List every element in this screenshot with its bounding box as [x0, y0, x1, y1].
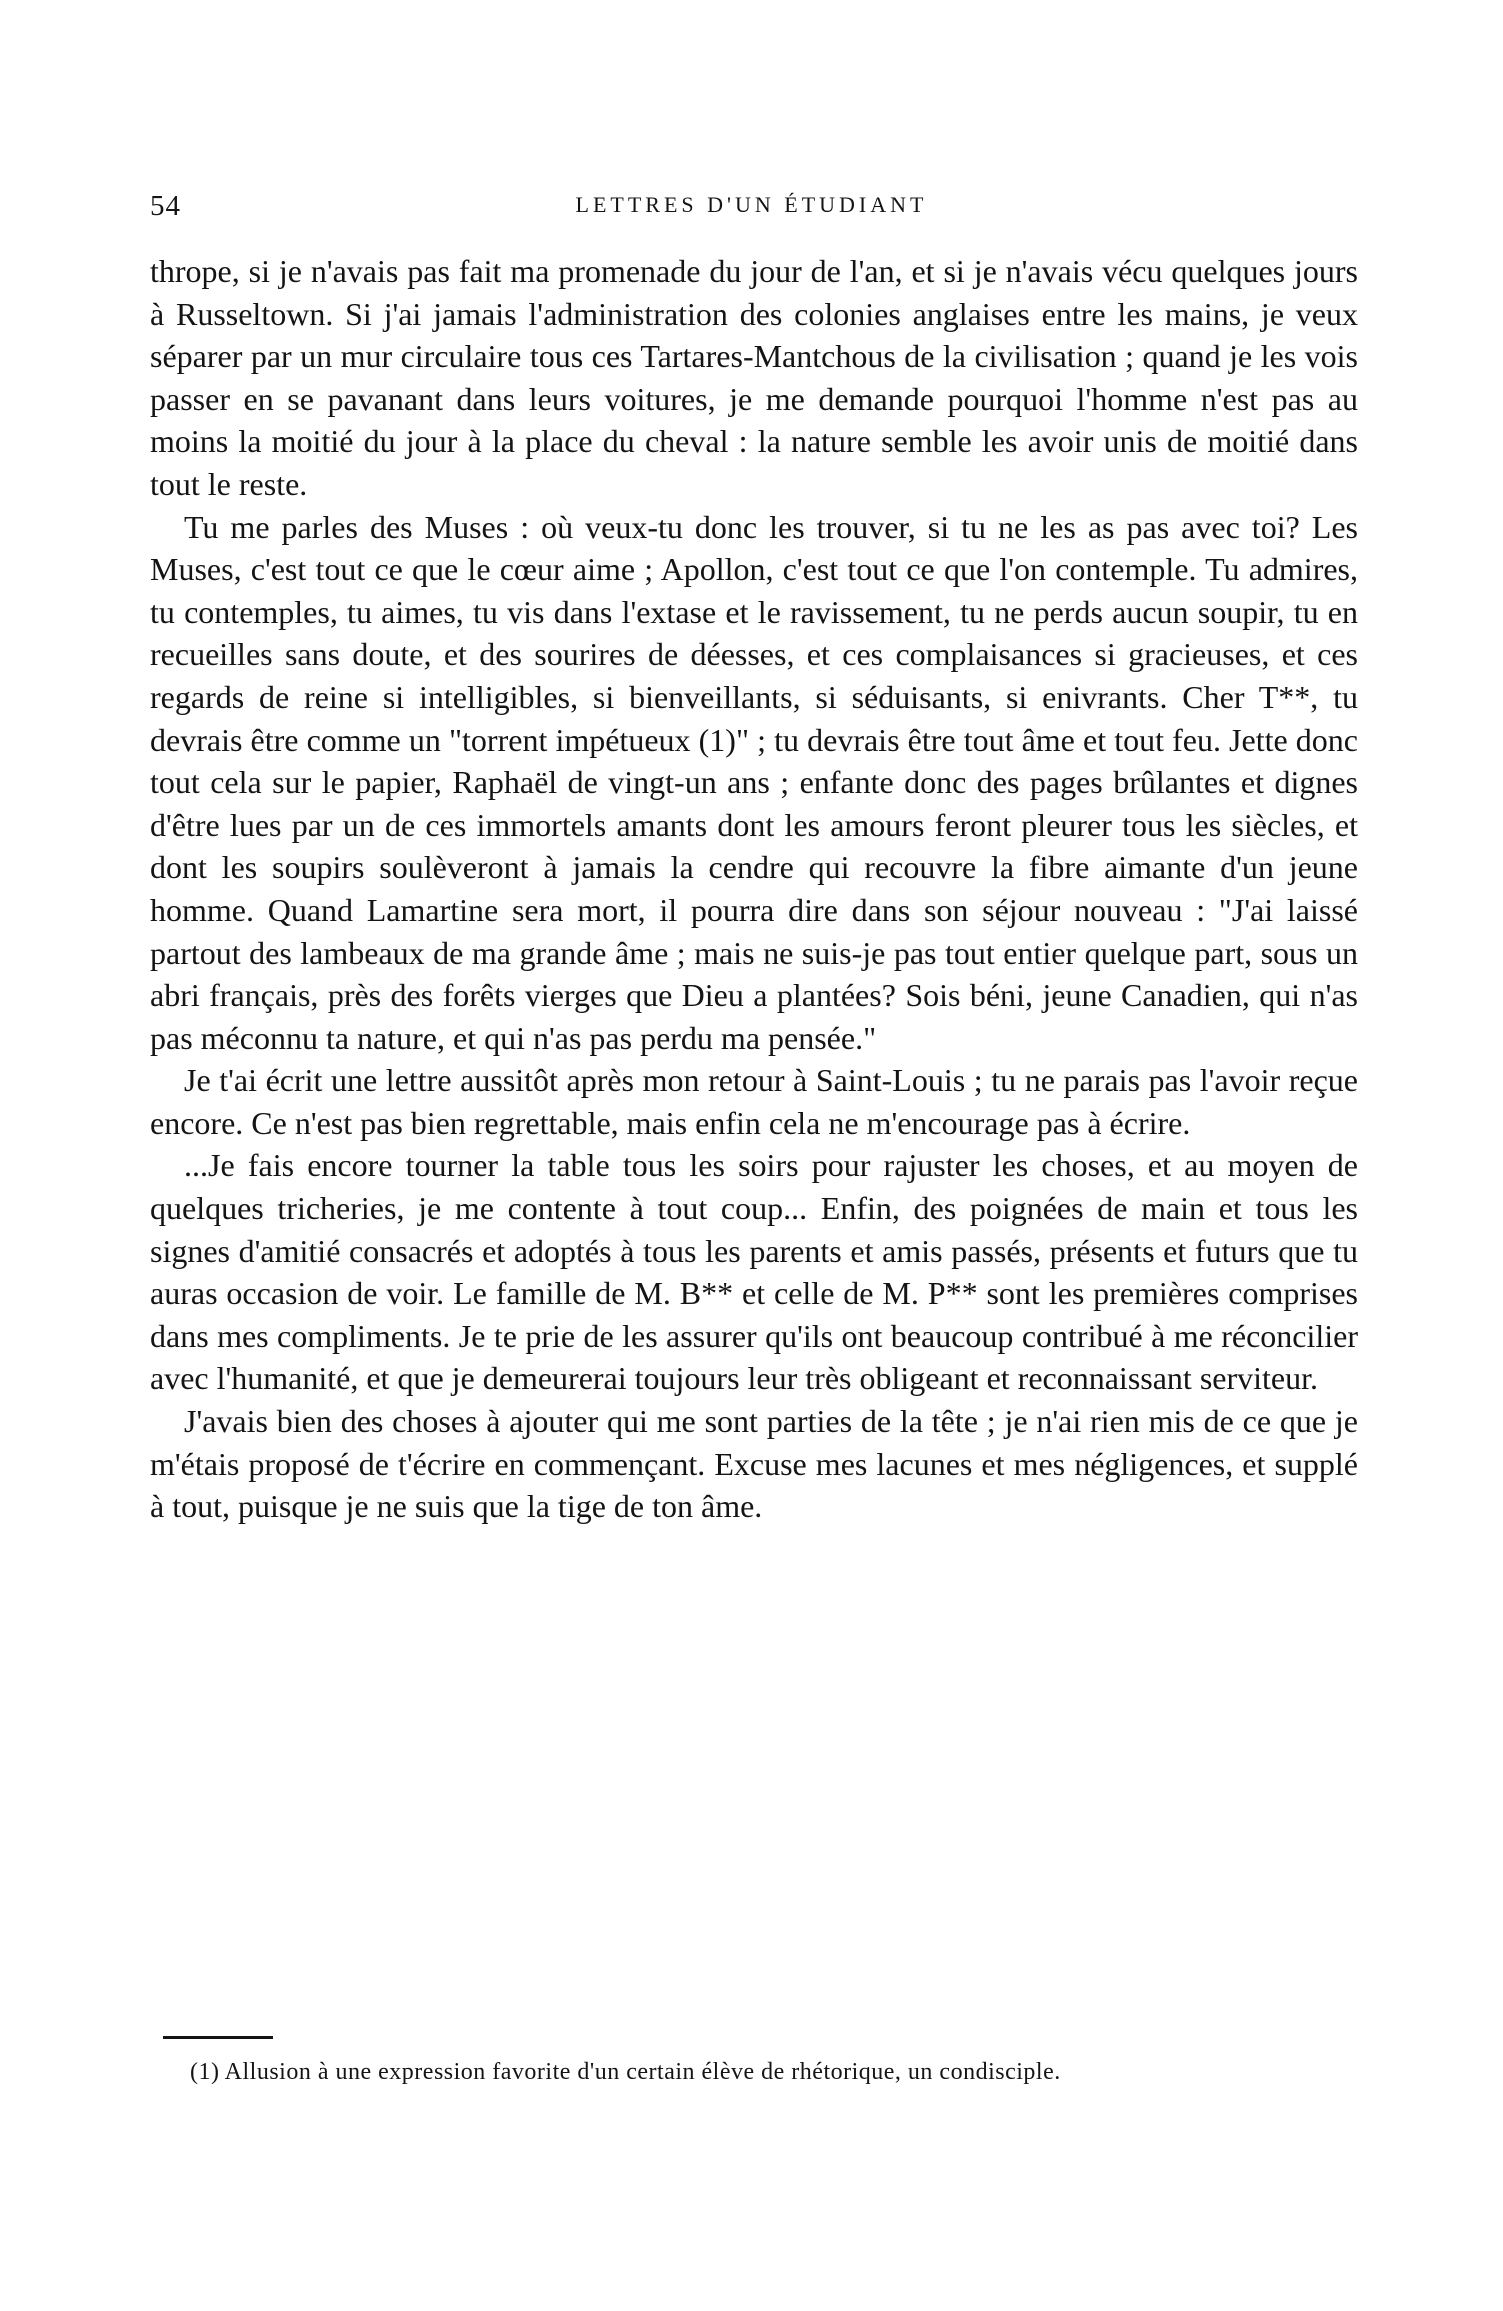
paragraph-1: thrope, si je n'avais pas fait ma promenade du jour de l'an, et si je n'avais vécu quelques jours à Russeltown. Si j'ai jamais l'administration des colonies anglaises entre les mains, je veux séparer par un mur circulaire tous ces Tartares-Mantchous de la civilisation ; quand je les vois passer en se pavanant dans leurs voitures, je me demande pourquoi l'homme n'est pas au moins la moitié du jour à la place du cheval : la nature semble les avoir unis de moitié dans tout le reste. — [150, 253, 1358, 502]
page-number: 54 — [150, 190, 181, 222]
paragraph-4: ...Je fais encore tourner la table tous les soirs pour rajuster les choses, et au moyen de quelques tricheries, je me contente à tout coup... Enfin, des poignées de main et tous les signes d'amitié consacrés et adoptés à tous les parents et amis passés, présents et futurs que tu auras occasion de voir. Le famille de M. B** et celle de M. P** sont les premières comprises dans mes compliments. Je te prie de les assurer qu'ils ont beaucoup contribué à me réconcilier avec l'humanité, et que je demeurerai toujours leur très obligeant et reconnaissant serviteur. — [150, 1147, 1358, 1397]
paragraph-2: Tu me parles des Muses : où veux-tu donc les trouver, si tu ne les as pas avec toi? Les Muses, c'est tout ce que le cœur aime ; Apollon, c'est tout ce que l'on contemple. Tu admires, tu contemples, tu aimes, tu vis dans l'extase et le ravissement, tu ne perds aucun soupir, tu en recueilles sans doute, et des sourires de déesses, et ces complaisances si gracieuses, et ces regards de reine si intelligibles, si bienveillants, si séduisants, si enivrants. Cher T**, tu devrais être comme un "torrent impétueux (1)" ; tu devrais être tout âme et tout feu. Jette donc tout cela sur le papier, Raphaël de vingt-un ans ; enfante donc des pages brûlantes et dignes d'être lues par un de ces immortels amants dont les amours feront pleurer tous les siècles, et dont les soupirs soulèveront à jamais la cendre qui recouvre la fibre aimante d'un jeune homme. Quand Lamartine sera mort, il pourra dire dans son séjour nouveau : "J'ai laissé partout des lambeaux de ma grande âme ; mais ne suis-je pas tout entier quelque part, sous un abri français, près des forêts vierges que Dieu a plantées? Sois béni, jeune Canadien, qui n'as pas méconnu ta nature, et qui n'as pas perdu ma pensée." — [150, 508, 1358, 1056]
paragraph-5: J'avais bien des choses à ajouter qui me sont parties de la tête ; je n'ai rien mis de ce que je m'étais proposé de t'écrire en commençant. Excuse mes lacunes et mes négligences, et supplé à tout, puisque je ne suis que la tige de ton âme. — [150, 1403, 1358, 1525]
page-header — [150, 190, 1353, 230]
body-text — [150, 250, 1358, 1528]
footnote: (1) Allusion à une expression favorite d'un certain élève de rhétorique, un condisciple. — [190, 2059, 1061, 2085]
paragraph-3: Je t'ai écrit une lettre aussitôt après mon retour à Saint-Louis ; tu ne parais pas l'avoir reçue encore. Ce n'est pas bien regrettable, mais enfin cela ne m'encourage pas à écrire. — [150, 1062, 1358, 1141]
footnote-rule — [163, 2036, 273, 2039]
running-title: LETTRES D'UN ÉTUDIANT — [575, 192, 928, 217]
